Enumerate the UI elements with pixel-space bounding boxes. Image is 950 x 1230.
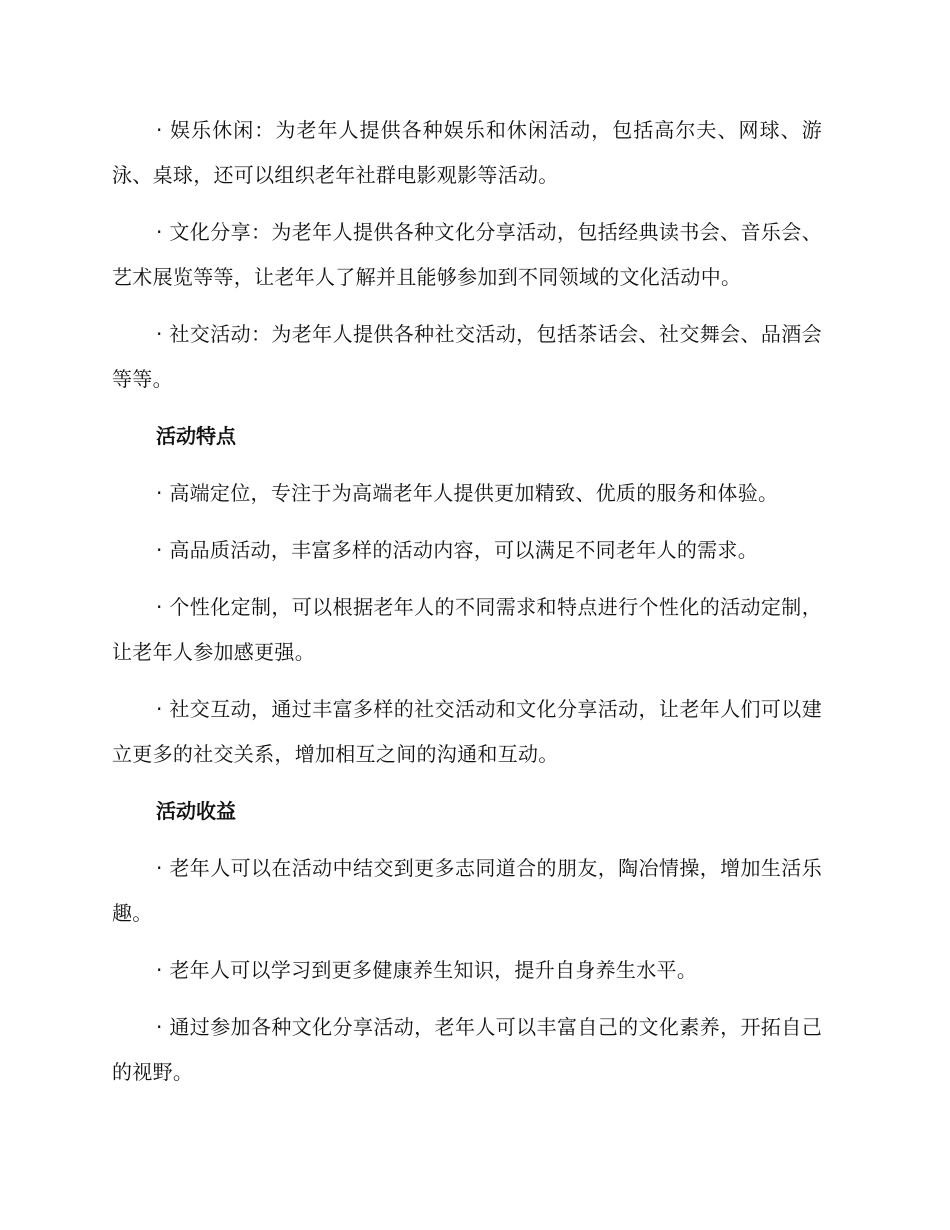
- heading-features: 活动特点: [156, 424, 236, 448]
- paragraph-social: · 社交活动：为老年人提供各种社交活动，包括茶话会、社交舞会、品酒会等等。: [112, 322, 822, 391]
- feature-item: · 高端定位，专注于为高端老年人提供更加精致、优质的服务和体验。: [156, 481, 779, 505]
- feature-item: · 个性化定制，可以根据老年人的不同需求和特点进行个性化的活动定制，让老年人参加感更强。: [112, 595, 822, 664]
- paragraph-culture: · 文化分享：为老年人提供各种文化分享活动，包括经典读书会、音乐会、艺术展览等等，让老年人了解并且能够参加到不同领域的文化活动中。: [112, 220, 822, 289]
- paragraph-entertainment: · 娱乐休闲：为老年人提供各种娱乐和休闲活动，包括高尔夫、网球、游泳、桌球，还可以组织老年社群电影观影等活动。: [112, 118, 822, 187]
- benefit-item: · 老年人可以学习到更多健康养生知识，提升自身养生水平。: [156, 958, 698, 982]
- document-body: [112, 108, 822, 1095]
- feature-item: · 高品质活动，丰富多样的活动内容，可以满足不同老年人的需求。: [156, 538, 759, 562]
- benefit-item: · 老年人可以在活动中结交到更多志同道合的朋友，陶冶情操，增加生活乐趣。: [112, 856, 822, 925]
- heading-benefits: 活动收益: [156, 799, 236, 823]
- benefit-item: · 通过参加各种文化分享活动，老年人可以丰富自己的文化素养，开拓自己的视野。: [112, 1015, 822, 1084]
- feature-item: · 社交互动，通过丰富多样的社交活动和文化分享活动，让老年人们可以建立更多的社交关系，增加相互之间的沟通和互动。: [112, 697, 822, 766]
